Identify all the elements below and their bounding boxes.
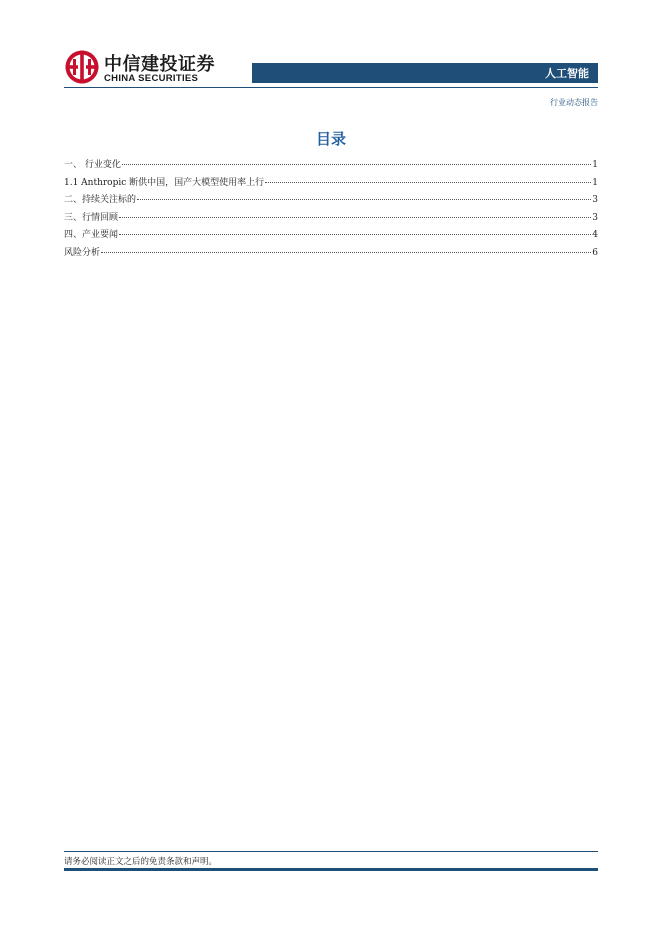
toc-entry-page: 4	[592, 230, 598, 240]
toc-entry[interactable]	[64, 227, 598, 245]
toc-entry-page: 1	[592, 160, 598, 170]
toc-title: 目录	[315, 130, 346, 148]
toc-entry-label: 风险分析	[64, 247, 101, 258]
toc-entry-label: 一、 行业变化	[64, 160, 121, 170]
report-type: 行业动态报告	[550, 98, 598, 107]
toc-dot-leader	[265, 182, 591, 183]
logo-chinese-name: 中信建投证券	[104, 54, 215, 75]
logo-english-name: CHINA SECURITIES	[104, 73, 199, 84]
table-of-contents	[64, 157, 598, 262]
footer-bottom-bar	[64, 868, 598, 871]
footer-disclaimer: 请务必阅读正文之后的免责条款和声明。	[64, 857, 218, 867]
toc-entry-label: 1.1 Anthropic 断供中国，国产大模型使用率上行	[64, 177, 265, 188]
toc-entry-page: 6	[592, 247, 598, 258]
toc-entry[interactable]	[64, 175, 598, 193]
toc-entry-label: 二、持续关注标的	[64, 195, 137, 205]
footer-divider	[64, 851, 598, 852]
sector-label: 人工智能	[545, 67, 589, 80]
toc-dot-leader	[122, 164, 591, 165]
toc-dot-leader	[119, 234, 591, 235]
toc-entry-label: 三、行情回顾	[64, 212, 119, 223]
header-divider	[64, 87, 598, 88]
toc-dot-leader	[101, 252, 591, 253]
toc-dot-leader	[119, 217, 591, 218]
toc-entry[interactable]	[64, 245, 598, 263]
toc-entry-page: 3	[592, 195, 598, 205]
company-logo	[64, 49, 224, 87]
toc-entry-label: 四、产业要闻	[64, 230, 119, 240]
toc-entry[interactable]	[64, 210, 598, 228]
toc-entry[interactable]	[64, 157, 598, 175]
toc-entry-page: 1	[592, 177, 598, 188]
toc-dot-leader	[137, 199, 591, 200]
sector-banner	[252, 63, 598, 83]
citic-logo-icon	[64, 49, 100, 85]
toc-entry-page: 3	[592, 212, 598, 223]
toc-entry[interactable]	[64, 192, 598, 210]
